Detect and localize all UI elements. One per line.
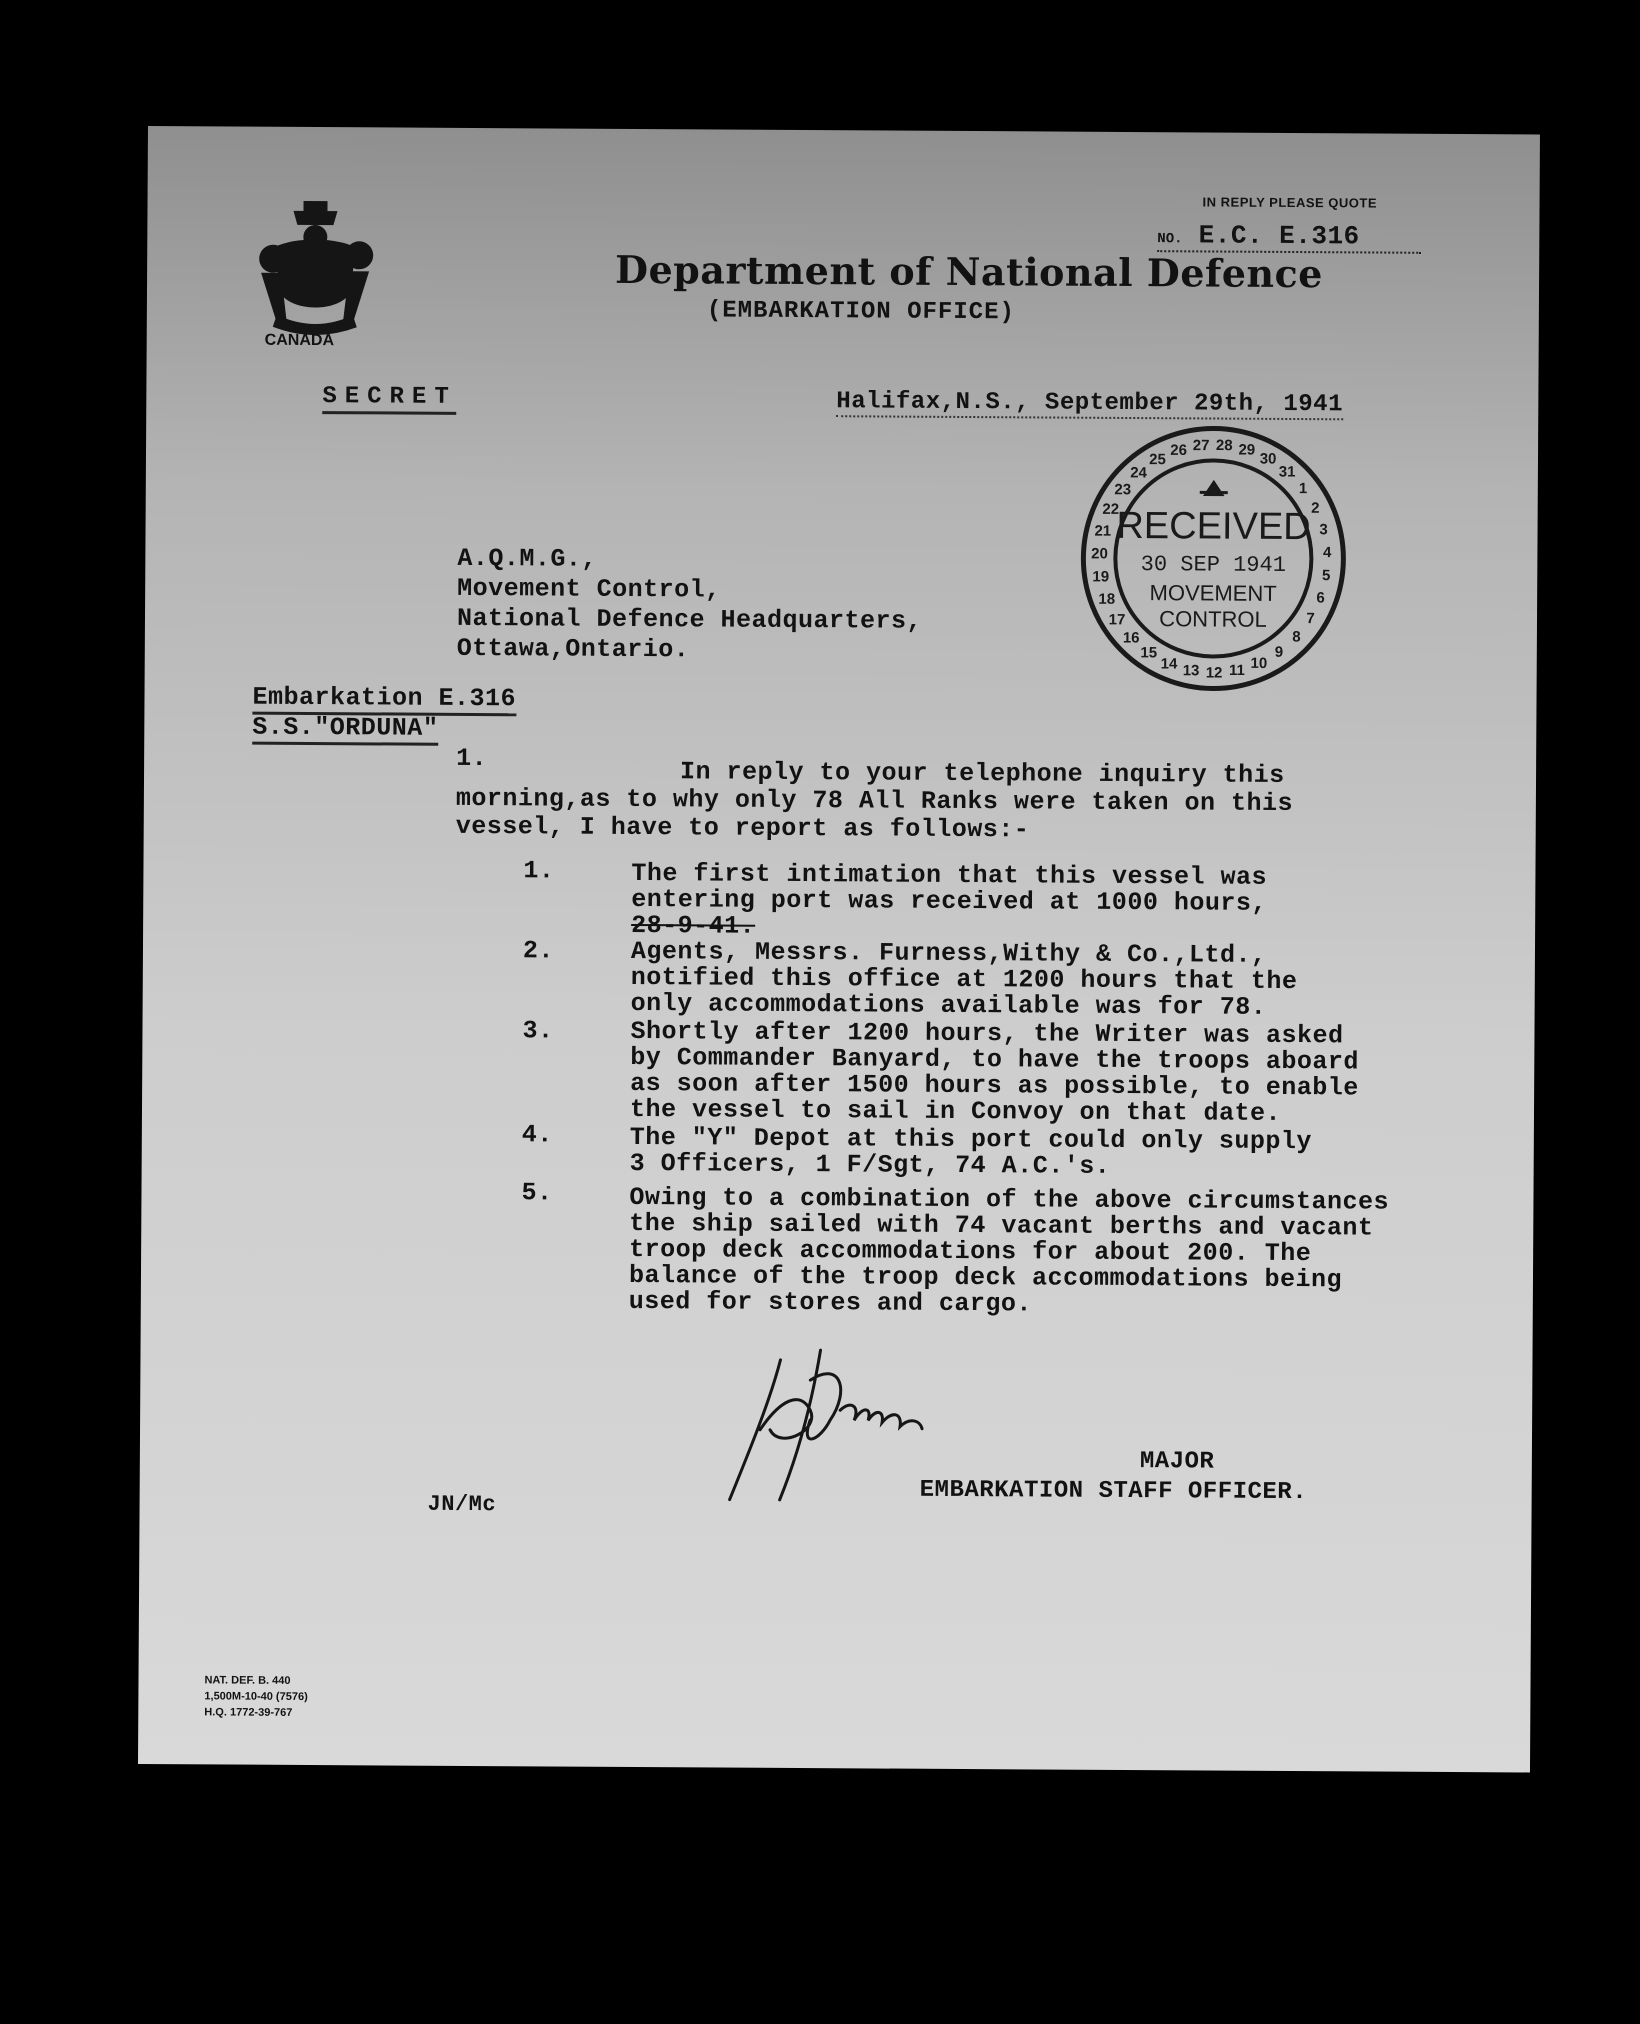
department-title: Department of National Defence	[614, 246, 1324, 297]
stamp-ring-number: 18	[1098, 590, 1116, 608]
stamp-ring-number: 4	[1322, 544, 1332, 562]
subject-vessel: S.S."ORDUNA"	[252, 713, 438, 746]
stamp-ring-number: 3	[1319, 521, 1328, 539]
item-line: troop deck accommodations for about 200. The	[629, 1234, 1312, 1269]
stamp-ring-number: 24	[1130, 464, 1147, 482]
stamp-ring-number: 30	[1259, 450, 1277, 468]
stamp-ring-number: 11	[1229, 662, 1245, 680]
addressee-line: A.Q.M.G.,	[457, 543, 597, 574]
stamp-ring-number: 9	[1274, 643, 1284, 661]
item-line: Agents, Messrs. Furness,Withy & Co.,Ltd.,	[630, 936, 1267, 970]
stamp-ring-number: 19	[1092, 568, 1110, 586]
stamp-line1: MOVEMENT	[1149, 580, 1277, 606]
reference-number	[1157, 220, 1422, 254]
signatory-rank: MAJOR	[1139, 1448, 1215, 1476]
canada-crest-icon	[255, 197, 376, 338]
received-stamp	[1075, 420, 1353, 698]
item-line: the vessel to sail in Convoy on that date.	[629, 1094, 1282, 1128]
crest-label: CANADA	[264, 331, 335, 350]
stamp-ring-number: 16	[1122, 629, 1140, 647]
form-footer-line: H.Q. 1772-39-767	[204, 1706, 293, 1719]
stamp-ring-number: 28	[1215, 437, 1233, 455]
reference-prefix: NO.	[1157, 231, 1183, 248]
item-line: notified this office at 1200 hours that the	[630, 962, 1298, 997]
stamp-ring-number: 17	[1108, 611, 1126, 629]
item-line: The first intimation that this vessel was	[631, 858, 1268, 892]
intro-line: In reply to your telephone inquiry this	[679, 757, 1285, 790]
stamp-ring-number: 14	[1160, 655, 1178, 673]
item-line: the ship sailed with 74 vacant berths and vacant	[629, 1208, 1374, 1243]
item-line: 28-9-41.	[631, 910, 756, 941]
stamp-ring-number: 20	[1091, 545, 1108, 563]
stamp-line2: CONTROL	[1159, 606, 1267, 632]
stamp-ring-number: 7	[1306, 610, 1315, 628]
stamp-emblem-icon	[1200, 482, 1228, 494]
intro-number: 1.	[456, 743, 488, 774]
item-line: balance of the troop deck accommodations being	[628, 1260, 1343, 1295]
item-number: 3.	[522, 1016, 554, 1046]
stamp-ring-number: 8	[1292, 628, 1301, 646]
stamp-ring-number: 27	[1192, 437, 1210, 455]
stamp-ring-number: 13	[1182, 662, 1200, 680]
item-number: 2.	[522, 936, 555, 966]
intro-line: vessel, I have to report as follows:-	[455, 811, 1030, 845]
stamp-ring-number: 2	[1311, 499, 1320, 517]
place-date: Halifax,N.S., September 29th, 1941	[836, 388, 1344, 419]
form-footer-line: 1,500M-10-40 (7576)	[204, 1690, 308, 1704]
stamp-ring-number: 15	[1140, 644, 1158, 662]
addressee-line: Ottawa,Ontario.	[456, 633, 690, 665]
stamp-ring-number: 22	[1102, 500, 1120, 518]
item-line: entering port was received at 1000 hours,	[631, 884, 1267, 918]
form-footer-line: NAT. DEF. B. 440	[204, 1674, 291, 1687]
item-line: Shortly after 1200 hours, the Writer was asked	[630, 1016, 1344, 1051]
item-number: 4.	[521, 1120, 553, 1150]
stamp-ring-number: 12	[1205, 664, 1223, 682]
stamp-ring-number: 5	[1321, 567, 1331, 585]
intro-line: morning,as to why only 78 All Ranks were taken on this	[455, 783, 1294, 819]
item-line: as soon after 1500 hours as possible, to enable	[630, 1068, 1359, 1103]
stamp-ring-number: 21	[1094, 522, 1112, 540]
item-line: used for stores and cargo.	[628, 1286, 1032, 1319]
reference-value: E.C. E.316	[1198, 220, 1360, 252]
item-line: only accommodations available was for 78.	[630, 988, 1267, 1022]
subject-reference: Embarkation E.316	[252, 683, 516, 717]
addressee-line: National Defence Headquarters,	[456, 603, 923, 636]
stamp-ring-number: 10	[1250, 654, 1268, 673]
item-line: 3 Officers, 1 F/Sgt, 74 A.C.'s.	[629, 1148, 1111, 1181]
stamp-ring-number: 29	[1238, 441, 1256, 459]
item-number: 1.	[523, 856, 555, 886]
stamp-ring-number: 26	[1170, 441, 1188, 459]
typist-initials: JN/Mc	[427, 1491, 497, 1518]
item-line: Owing to a combination of the above circumstances	[629, 1182, 1390, 1217]
addressee-line: Movement Control,	[457, 573, 721, 605]
classification-label: SECRET	[322, 383, 457, 415]
stamp-ring-number: 25	[1149, 451, 1166, 469]
stamp-ring-number: 1	[1298, 480, 1308, 498]
stamp-ring-number: 31	[1278, 463, 1296, 481]
stamp-ring-number: 6	[1316, 589, 1325, 607]
item-number: 5.	[521, 1178, 553, 1208]
reply-quote-label: IN REPLY PLEASE QUOTE	[1202, 194, 1378, 211]
signatory-title: EMBARKATION STAFF OFFICER.	[919, 1476, 1308, 1507]
stamp-date: 30 SEP 1941	[1140, 552, 1287, 578]
item-line: The "Y" Depot at this port could only supply	[629, 1122, 1313, 1157]
letter-page	[138, 126, 1540, 1772]
stamp-ring-number: 23	[1114, 481, 1132, 499]
office-subtitle: (EMBARKATION OFFICE)	[706, 297, 1016, 327]
item-line: by Commander Banyard, to have the troops aboard	[630, 1042, 1360, 1077]
stamp-received: RECEIVED	[1116, 504, 1311, 549]
